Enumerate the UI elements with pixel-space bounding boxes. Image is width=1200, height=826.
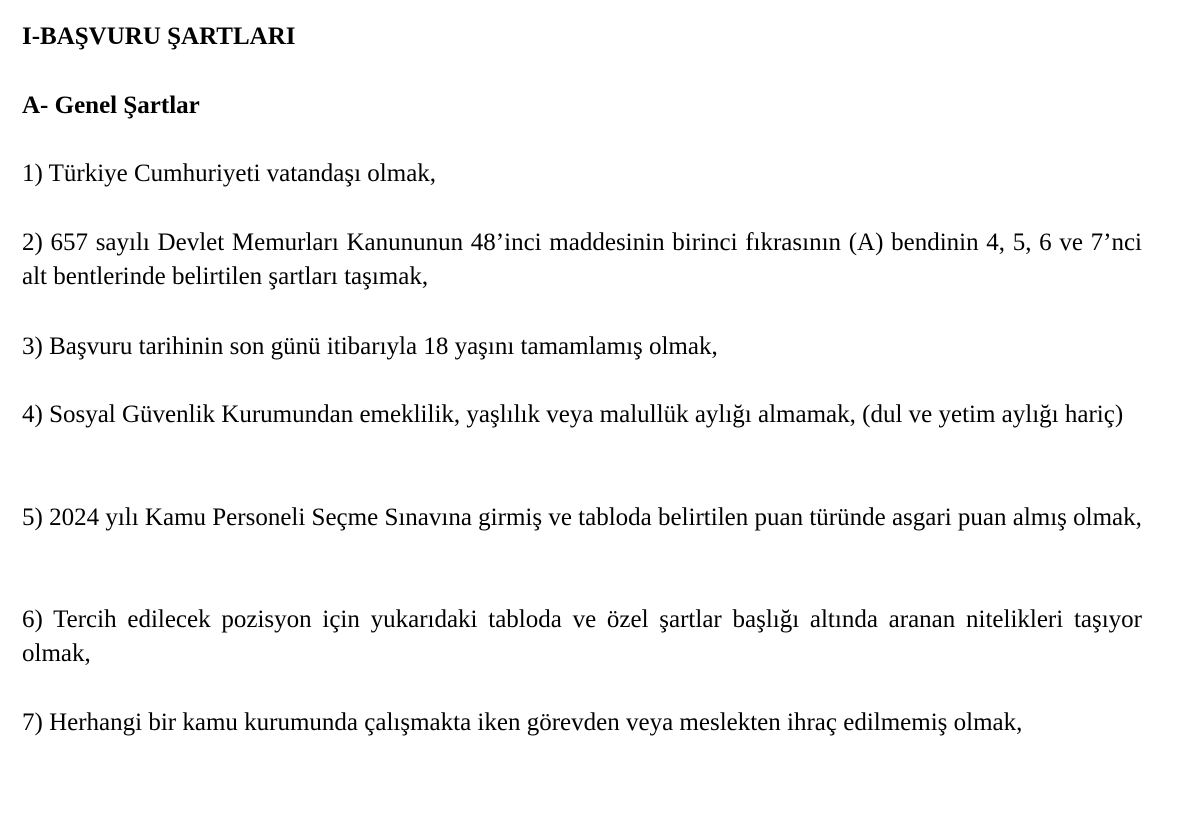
list-item-4: 4) Sosyal Güvenlik Kurumundan emeklilik, yaşlılık veya malullük aylığı almamak, (dul ve yetim aylığı hariç) (22, 401, 1124, 428)
list-item-2: 2) 657 sayılı Devlet Memurları Kanununun 48’inci maddesinin birinci fıkrasının (A) bendinin 4, 5, 6 ve 7’nci alt bentlerinde belirtilen şartları taşımak, (22, 229, 1142, 290)
document-title: I-BAŞVURU ŞARTLARI (22, 23, 296, 50)
section-heading: A- Genel Şartlar (22, 92, 200, 119)
list-item-3: 3) Başvuru tarihinin son günü itibarıyla 18 yaşını tamamlamış olmak, (22, 333, 718, 360)
list-item-6: 6) Tercih edilecek pozisyon için yukarıdaki tabloda ve özel şartlar başlığı altında aranan nitelikleri taşıyor olmak, (22, 606, 1142, 667)
list-item-7: 7) Herhangi bir kamu kurumunda çalışmakta iken görevden veya meslekten ihraç edilmemiş olmak, (22, 709, 1023, 736)
list-item-5: 5) 2024 yılı Kamu Personeli Seçme Sınavına girmiş ve tabloda belirtilen puan türünde asgari puan almış olmak, (22, 504, 1142, 531)
list-item-1: 1) Türkiye Cumhuriyeti vatandaşı olmak, (22, 160, 437, 187)
